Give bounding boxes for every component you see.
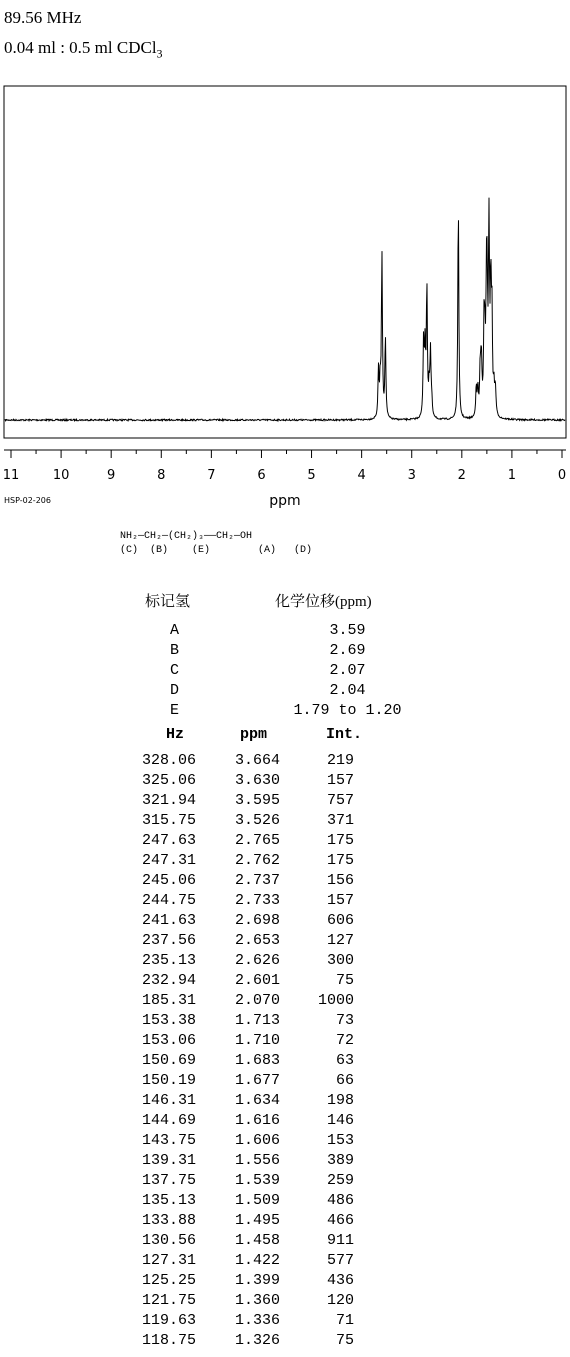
peak-int-cell: 259 xyxy=(326,1172,354,1189)
peak-int-cell: 436 xyxy=(326,1272,354,1289)
solvent-text: 0.04 ml : 0.5 ml CDCl xyxy=(4,38,157,57)
peak-hz-cell: 241.63 xyxy=(141,912,196,929)
peak-ppm-cell: 1.495 xyxy=(234,1212,280,1229)
assignment-row xyxy=(0,642,570,662)
peak-int-cell: 127 xyxy=(326,932,354,949)
peak-ppm-cell: 2.762 xyxy=(234,852,280,869)
peak-hz-cell: 153.38 xyxy=(141,1012,196,1029)
table-row xyxy=(0,1232,570,1252)
assignment-shift: 1.79 to 1.20 xyxy=(293,702,402,719)
assignment-shift: 3.59 xyxy=(329,622,366,639)
x-tick-label: 2 xyxy=(457,468,466,483)
peak-int-cell: 389 xyxy=(326,1152,354,1169)
spectrometer-frequency: 89.56 MHz xyxy=(4,8,82,27)
table-row xyxy=(0,892,570,912)
assignment-shift: 2.04 xyxy=(329,682,366,699)
table-row xyxy=(0,932,570,952)
table-row xyxy=(0,972,570,992)
peak-hz-cell: 150.19 xyxy=(141,1072,196,1089)
peak-hz-cell: 144.69 xyxy=(141,1112,196,1129)
table-row xyxy=(0,1152,570,1172)
table-row xyxy=(0,1072,570,1092)
peak-hz-cell: 247.63 xyxy=(141,832,196,849)
table-row xyxy=(0,912,570,932)
table-row xyxy=(0,1252,570,1272)
peak-ppm-cell: 1.683 xyxy=(234,1052,280,1069)
peak-ppm-cell: 1.606 xyxy=(234,1132,280,1149)
assignment-label: A xyxy=(170,622,180,639)
structure-chain: NH₂—CH₂—(CH₂)₃——CH₂—OH xyxy=(120,531,253,542)
peak-ppm-cell: 1.399 xyxy=(234,1272,280,1289)
peak-hz-cell: 125.25 xyxy=(141,1272,196,1289)
assignment-label: E xyxy=(170,702,180,719)
structure-labels: (C) (B) (E) (A) (D) xyxy=(120,545,313,556)
assignment-label: D xyxy=(170,682,180,699)
peak-int-cell: 73 xyxy=(335,1012,354,1029)
table-row xyxy=(0,1132,570,1152)
table-row xyxy=(0,1032,570,1052)
peak-header-int: Int. xyxy=(326,726,363,743)
table-row xyxy=(0,852,570,872)
assignment-shift: 2.69 xyxy=(329,642,366,659)
peak-ppm-cell: 3.630 xyxy=(234,772,280,789)
peak-ppm-cell: 3.595 xyxy=(234,792,280,809)
assignment-label: B xyxy=(170,642,180,659)
assignment-row xyxy=(0,702,570,722)
peak-int-cell: 153 xyxy=(326,1132,354,1149)
peak-hz-cell: 130.56 xyxy=(141,1232,196,1249)
x-tick-label: 10 xyxy=(52,468,70,483)
peak-int-cell: 63 xyxy=(335,1052,354,1069)
table-row xyxy=(0,1192,570,1212)
peak-int-cell: 120 xyxy=(326,1292,354,1309)
peak-hz-cell: 185.31 xyxy=(141,992,196,1009)
sample-solvent xyxy=(4,38,163,61)
peak-header-ppm: ppm xyxy=(240,726,268,743)
peak-hz-cell: 143.75 xyxy=(141,1132,196,1149)
peak-ppm-cell: 2.070 xyxy=(234,992,280,1009)
assignment-row xyxy=(0,662,570,682)
peak-hz-cell: 245.06 xyxy=(141,872,196,889)
peak-ppm-cell: 1.710 xyxy=(234,1032,280,1049)
table-row xyxy=(0,772,570,792)
x-tick-label: 8 xyxy=(157,468,166,483)
peak-hz-cell: 247.31 xyxy=(141,852,196,869)
table-row xyxy=(0,1112,570,1132)
peak-hz-cell: 321.94 xyxy=(141,792,196,809)
solvent-subscript: 3 xyxy=(156,46,163,61)
peak-ppm-cell: 1.677 xyxy=(234,1072,280,1089)
peak-ppm-cell: 2.733 xyxy=(234,892,280,909)
x-tick-label: 1 xyxy=(507,468,517,483)
peak-ppm-cell: 2.653 xyxy=(234,932,280,949)
peak-hz-cell: 121.75 xyxy=(141,1292,196,1309)
table-row xyxy=(0,1172,570,1192)
peak-ppm-cell: 2.765 xyxy=(234,832,280,849)
peak-int-cell: 466 xyxy=(326,1212,354,1229)
table-row xyxy=(0,872,570,892)
peak-int-cell: 606 xyxy=(326,912,354,929)
peak-int-cell: 577 xyxy=(326,1252,354,1269)
peak-header-hz: Hz xyxy=(166,726,185,743)
table-row xyxy=(0,992,570,1012)
table-row xyxy=(0,1012,570,1032)
peak-ppm-cell: 1.634 xyxy=(234,1092,280,1109)
peak-hz-cell: 153.06 xyxy=(141,1032,196,1049)
peak-ppm-cell: 1.360 xyxy=(234,1292,280,1309)
peak-int-cell: 219 xyxy=(326,752,354,769)
peak-ppm-cell: 1.556 xyxy=(234,1152,280,1169)
assignment-col-shift: 化学位移(ppm) xyxy=(275,594,372,610)
peak-int-cell: 75 xyxy=(335,1332,354,1349)
peak-ppm-cell: 1.713 xyxy=(234,1012,280,1029)
peak-int-cell: 175 xyxy=(326,832,354,849)
peak-ppm-cell: 1.616 xyxy=(234,1112,280,1129)
assignment-label: C xyxy=(170,662,180,679)
table-row xyxy=(0,812,570,832)
peak-ppm-cell: 1.539 xyxy=(234,1172,280,1189)
table-row xyxy=(0,1212,570,1232)
table-row xyxy=(0,1272,570,1292)
peak-hz-cell: 139.31 xyxy=(141,1152,196,1169)
peak-int-cell: 371 xyxy=(326,812,354,829)
peak-ppm-cell: 3.664 xyxy=(234,752,280,769)
peak-int-cell: 1000 xyxy=(317,992,354,1009)
peak-int-cell: 198 xyxy=(326,1092,354,1109)
peak-int-cell: 486 xyxy=(326,1192,354,1209)
peak-hz-cell: 146.31 xyxy=(141,1092,196,1109)
peak-hz-cell: 232.94 xyxy=(141,972,196,989)
peak-hz-cell: 150.69 xyxy=(141,1052,196,1069)
peak-int-cell: 156 xyxy=(326,872,354,889)
x-axis-label: ppm xyxy=(269,493,301,509)
peak-hz-cell: 237.56 xyxy=(141,932,196,949)
table-row xyxy=(0,832,570,852)
table-row xyxy=(0,952,570,972)
peak-ppm-cell: 1.422 xyxy=(234,1252,280,1269)
peak-int-cell: 757 xyxy=(326,792,354,809)
nmr-spectrum-chart xyxy=(0,84,570,514)
peak-ppm-cell: 2.601 xyxy=(234,972,280,989)
table-row xyxy=(0,1332,570,1352)
peak-hz-cell: 127.31 xyxy=(141,1252,196,1269)
peak-int-cell: 911 xyxy=(326,1232,354,1249)
peak-ppm-cell: 1.326 xyxy=(234,1332,280,1349)
peak-hz-cell: 135.13 xyxy=(141,1192,196,1209)
table-row xyxy=(0,1092,570,1112)
table-row xyxy=(0,1292,570,1312)
peak-hz-cell: 137.75 xyxy=(141,1172,196,1189)
assignment-row xyxy=(0,622,570,642)
peak-ppm-cell: 3.526 xyxy=(234,812,280,829)
sample-code: HSP-02-206 xyxy=(4,496,51,505)
peak-int-cell: 146 xyxy=(326,1112,354,1129)
peak-int-cell: 72 xyxy=(335,1032,354,1049)
table-row xyxy=(0,752,570,772)
structure-formula xyxy=(120,530,312,558)
peak-ppm-cell: 1.509 xyxy=(234,1192,280,1209)
peak-ppm-cell: 1.336 xyxy=(234,1312,280,1329)
peak-ppm-cell: 2.626 xyxy=(234,952,280,969)
table-row xyxy=(0,1052,570,1072)
x-tick-label: 0 xyxy=(557,468,567,483)
peak-hz-cell: 118.75 xyxy=(141,1332,196,1349)
x-tick-label: 4 xyxy=(357,468,366,483)
peak-int-cell: 71 xyxy=(335,1312,354,1329)
peak-int-cell: 157 xyxy=(326,772,354,789)
plot-frame xyxy=(4,86,566,438)
x-tick-label: 5 xyxy=(307,468,316,483)
peak-hz-cell: 328.06 xyxy=(141,752,196,769)
peak-hz-cell: 133.88 xyxy=(141,1212,196,1229)
assignment-row xyxy=(0,682,570,702)
peak-int-cell: 66 xyxy=(335,1072,354,1089)
x-tick-label: 9 xyxy=(107,468,116,483)
table-row xyxy=(0,1312,570,1332)
x-tick-label: 11 xyxy=(2,468,20,483)
assignment-col-label: 标记氢 xyxy=(145,594,191,610)
peak-int-cell: 75 xyxy=(335,972,354,989)
peak-int-cell: 175 xyxy=(326,852,354,869)
x-axis-tick-labels xyxy=(3,468,566,483)
table-row xyxy=(0,792,570,812)
x-tick-label: 6 xyxy=(257,468,266,483)
peak-hz-cell: 315.75 xyxy=(141,812,196,829)
peak-ppm-cell: 1.458 xyxy=(234,1232,280,1249)
peak-hz-cell: 235.13 xyxy=(141,952,196,969)
x-tick-label: 7 xyxy=(207,468,216,483)
peak-ppm-cell: 2.737 xyxy=(234,872,280,889)
assignment-shift: 2.07 xyxy=(329,662,366,679)
peak-int-cell: 300 xyxy=(326,952,354,969)
x-axis-ticks xyxy=(11,450,562,458)
x-tick-label: 3 xyxy=(407,468,416,483)
peak-int-cell: 157 xyxy=(326,892,354,909)
peak-ppm-cell: 2.698 xyxy=(234,912,280,929)
peak-hz-cell: 119.63 xyxy=(141,1312,196,1329)
peak-hz-cell: 244.75 xyxy=(141,892,196,909)
peak-hz-cell: 325.06 xyxy=(141,772,196,789)
